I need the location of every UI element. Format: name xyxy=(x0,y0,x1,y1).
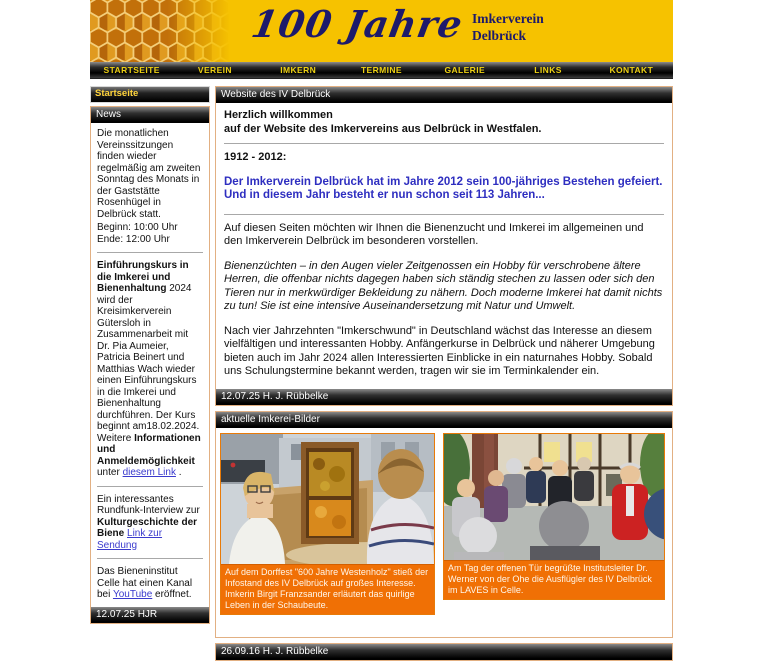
anniversary-years-heading: 1912 - 2012: xyxy=(224,151,287,163)
nav-item-verein[interactable]: VEREIN xyxy=(197,65,232,75)
divider xyxy=(224,214,664,215)
org-name-line2: Delbrück xyxy=(472,28,526,43)
anniversary-title: 100 Jahre xyxy=(248,2,467,46)
welcome-heading: Herzlich willkommen auf der Website des Imkervereins aus Delbrück in Westfalen. xyxy=(224,109,542,135)
news-meeting-begin: Beginn: 10:00 Uhr xyxy=(97,222,178,233)
news-paragraph-youtube: Das Bieneninstitut Celle hat einen Kanal bei YouTube eröffnet. xyxy=(97,566,193,600)
news-paragraph-meetings: Die monatlichen Vereinssitzungen finden wieder regelmäßig am zweiten Sonntag des Monats in der Gaststätte Rosenhügel in Delbrück statt. xyxy=(97,128,201,220)
org-name-line1: Imkerverein xyxy=(472,11,544,26)
divider xyxy=(97,486,203,487)
photo-laves-image xyxy=(444,434,664,560)
welcome-date-bar: 12.07.25 H. J. Rübbelke xyxy=(216,389,672,405)
radio-broadcast-link[interactable]: Link zur Sendung xyxy=(97,528,163,551)
divider xyxy=(224,143,664,144)
welcome-box xyxy=(215,86,673,406)
honeycomb-image xyxy=(90,0,230,62)
courses-paragraph: Nach vier Jahrzehnten "Imkerschwund" in Deutschland wächst das Interesse an diesem vielfältigen und interessanten Hobby. Anfängerkurse in Delbrück und näherer Umgebung bieten auch im Jahr 2024 allen Interessierten Einblicke in ein naturnahes Hobby. Sobald uns Schulungstermine bekannt werden, tragen wir sie im Terminkalender ein. xyxy=(224,324,655,377)
news-meeting-end: Ende: 12:00 Uhr xyxy=(97,233,170,245)
nav-item-termine[interactable]: TERMINE xyxy=(360,65,403,75)
page-container xyxy=(90,0,673,661)
next-article-date-bar: 26.09.16 H. J. Rübbelke xyxy=(216,644,672,660)
photo-dorffest-image xyxy=(221,434,434,564)
page-title-bar: Website des IV Delbrück xyxy=(216,87,672,103)
organization-name xyxy=(472,10,544,44)
news-header-bar: News xyxy=(91,107,209,123)
youtube-channel-link[interactable]: YouTube xyxy=(112,589,153,600)
news-body xyxy=(91,123,209,607)
course-registration-link[interactable]: diesem Link xyxy=(122,467,176,478)
intro-paragraph: Auf diesen Seiten möchten wir Ihnen die Bienenzucht und Imkerei im allgemeinen und den Imkerverein Delbrück im besonderen vorstellen. xyxy=(224,221,644,247)
news-box xyxy=(90,106,210,624)
news-footer-date-bar: 12.07.25 HJR xyxy=(91,607,209,623)
gallery-box xyxy=(215,411,673,638)
sidebar xyxy=(90,86,210,624)
news-paragraph-course: Einführungskurs in die Imkerei und Bienenhaltung 2024 wird der Kreisimkerverein Gütersloh in Zusammenarbeit mit Dr. Pia Aumeier, Patricia Beinert und Matthias Wach wieder einen Einführungskurs in die Imkerei und Bienenhaltung durchführen. Der Kurs beginnt am18.02.2024. Weitere Informationen und Anmeldemöglichkeit unter diesem Link . xyxy=(97,260,201,478)
divider xyxy=(97,558,203,559)
anniversary-highlight-text: Der Imkerverein Delbrück hat im Jahre 2012 sein 100-jähriges Bestehen gefeiert. Und in diesem Jahr besteht er nun schon seit 113 Jahren... xyxy=(224,175,663,201)
photo-laves-celle[interactable] xyxy=(443,433,665,600)
main-navigation xyxy=(90,62,673,79)
photo-dorffest-westenholz[interactable] xyxy=(220,433,435,615)
gallery-row xyxy=(216,428,672,637)
main-column xyxy=(215,86,673,661)
breadcrumb-current-page[interactable]: Startseite xyxy=(90,86,210,103)
nav-item-galerie[interactable]: GALERIE xyxy=(444,65,486,75)
nav-item-links[interactable]: LINKS xyxy=(534,65,562,75)
divider xyxy=(97,252,203,253)
nav-item-kontakt[interactable]: KONTAKT xyxy=(609,65,654,75)
gallery-title-bar: aktuelle Imkerei-Bilder xyxy=(216,412,672,428)
photo-dorffest-caption: Auf dem Dorffest "600 Jahre Westenholz" stieß der Infostand des IV Delbrück auf großes Interesse. Imkerin Birgit Franzsander erläutert das quirlige Leben in der Schaubeute. xyxy=(221,564,434,614)
next-article-box xyxy=(215,643,673,661)
photo-laves-caption: Am Tag der offenen Tür begrüßte Institutsleiter Dr. Werner von der Ohe die Ausflügler des IV Delbrück im LAVES in Celle. xyxy=(444,560,664,599)
nav-item-startseite[interactable]: STARTSEITE xyxy=(103,65,160,75)
nav-item-imkern[interactable]: IMKERN xyxy=(280,65,317,75)
welcome-body xyxy=(216,103,672,389)
site-header xyxy=(90,0,673,62)
news-paragraph-radio: Ein interessantes Rundfunk-Interview zur Kulturgeschichte der Biene Link zur Sendung xyxy=(97,493,200,551)
hobby-description-paragraph: Bienenzüchten – in den Augen vieler Zeitgenossen ein Hobby für verschrobene ältere Herren, die offenbar nichts dagegen haben sich ständig stechen zu lassen oder sich den Tieren nur in merkwürdiger Bekleidung zu nähern. Doch moderne Imkerei hat damit nichts zu tun! Sie ist eine intensive Auseinandersetzung mit Natur und Umwelt. xyxy=(224,259,663,312)
